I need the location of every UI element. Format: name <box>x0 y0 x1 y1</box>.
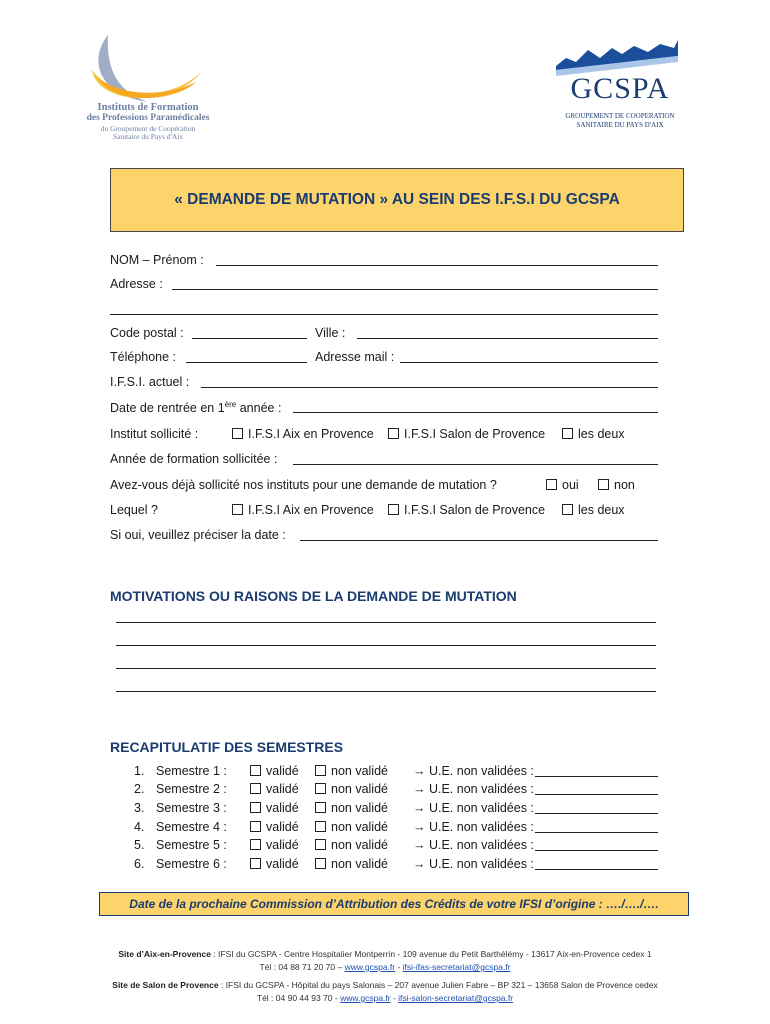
checkbox-icon[interactable] <box>598 479 609 490</box>
gcspa-subtitle-line1: GROUPEMENT DE COOPERATION <box>565 112 675 120</box>
telephone-field[interactable] <box>186 362 307 363</box>
institut-option-deux[interactable] <box>562 427 625 441</box>
institut-sollicite-label: Institut sollicité : <box>110 427 199 441</box>
checkbox-icon[interactable] <box>232 428 243 439</box>
footer-salon <box>60 979 710 1005</box>
lequel-option-salon[interactable] <box>388 503 545 517</box>
semestre-row-5 <box>134 838 227 852</box>
adresse-mail-label: Adresse mail : <box>315 350 395 364</box>
checkbox-icon[interactable] <box>546 479 557 490</box>
date-rentree-text: Date de rentrée en 1 <box>110 401 225 416</box>
deja-sollicite-non-label: non <box>614 478 635 492</box>
semestre-1-ue <box>413 764 534 778</box>
ifpp-logo <box>78 30 218 140</box>
footer-aix-text: : IFSI du GCSPA - Centre Hospitalier Montperrin - 109 avenue du Petit Barthélémy - 13617 Aix-en-Provence cedex 1 <box>210 949 652 959</box>
ifpp-name-line4: Sanitaire du Pays d'Aix <box>112 132 184 141</box>
date-rentree-sup: ère <box>224 400 237 409</box>
gcspa-mountain-icon <box>556 36 686 76</box>
lequel-option-deux-label: les deux <box>578 503 625 517</box>
checkbox-icon[interactable] <box>250 821 261 832</box>
ifsi-actuel-label: I.F.S.I. actuel : <box>110 375 190 389</box>
ue-label: → U.E. non validées : <box>413 838 534 852</box>
footer-salon-email-link[interactable]: ifsi-salon-secretariat@gcspa.fr <box>398 993 514 1003</box>
footer-salon-sep: - <box>390 993 399 1003</box>
commission-date-banner: Date de la prochaine Commission d’Attribution des Crédits de votre IFSI d’origine : …./…./…. <box>99 892 689 916</box>
semestre-label: Semestre 6 : <box>156 857 227 871</box>
checkbox-icon[interactable] <box>388 428 399 439</box>
semestre-1-valide[interactable] <box>250 764 299 778</box>
semestre-6-ue-field[interactable] <box>535 869 658 870</box>
footer-salon-website-link[interactable]: www.gcspa.fr <box>340 993 391 1003</box>
telephone-label: Téléphone : <box>110 350 177 364</box>
footer-salon-tel: Tél : 04 90 44 93 70 - <box>256 993 341 1003</box>
valide-label: validé <box>266 857 299 871</box>
checkbox-icon[interactable] <box>250 839 261 850</box>
non-valide-label: non validé <box>331 801 388 815</box>
institut-option-salon-label: I.F.S.I Salon de Provence <box>404 427 546 441</box>
semestre-label: Semestre 1 : <box>156 764 227 778</box>
valide-label: validé <box>266 820 299 834</box>
semestre-2-valide[interactable] <box>250 782 299 796</box>
lequel-option-aix-label: I.F.S.I Aix en Provence <box>248 503 374 517</box>
semestre-num: 4. <box>134 820 145 834</box>
semestre-3-ue-field[interactable] <box>535 813 658 814</box>
semestre-label: Semestre 2 : <box>156 782 227 796</box>
date-rentree-label <box>110 400 281 415</box>
code-postal-label: Code postal : <box>110 326 184 340</box>
gcspa-name: GCSPA <box>570 72 670 105</box>
semestre-row-6 <box>134 857 227 871</box>
checkbox-icon[interactable] <box>562 428 573 439</box>
deja-sollicite-oui-label: oui <box>562 478 579 492</box>
checkbox-icon[interactable] <box>315 821 326 832</box>
institut-option-aix-label: I.F.S.I Aix en Provence <box>248 427 374 441</box>
semestre-5-non-valide[interactable] <box>315 838 388 852</box>
deja-sollicite-label: Avez-vous déjà sollicité nos instituts pour une demande de mutation ? <box>110 478 497 492</box>
semestre-num: 3. <box>134 801 145 815</box>
motivations-line-1[interactable] <box>116 622 656 623</box>
adresse-field[interactable] <box>172 289 658 290</box>
non-valide-label: non validé <box>331 838 388 852</box>
semestre-2-non-valide[interactable] <box>315 782 388 796</box>
ue-label: → U.E. non validées : <box>413 820 534 834</box>
gcspa-logo <box>556 36 686 136</box>
ue-label: → U.E. non validées : <box>413 801 534 815</box>
semestre-1-ue-field[interactable] <box>535 776 658 777</box>
semestre-2-ue-field[interactable] <box>535 794 658 795</box>
semestre-num: 1. <box>134 764 145 778</box>
checkbox-icon[interactable] <box>250 802 261 813</box>
ue-label: → U.E. non validées : <box>413 782 534 796</box>
ifpp-name-line3: du Groupement de Coopération <box>100 124 196 133</box>
checkbox-icon[interactable] <box>388 504 399 515</box>
si-oui-label: Si oui, veuillez préciser la date : <box>110 528 286 542</box>
lequel-option-aix[interactable] <box>232 503 374 517</box>
motivations-line-3[interactable] <box>116 668 656 669</box>
semestre-label: Semestre 5 : <box>156 838 227 852</box>
lequel-option-deux[interactable] <box>562 503 625 517</box>
lequel-label: Lequel ? <box>110 503 158 517</box>
motivations-heading: MOTIVATIONS OU RAISONS DE LA DEMANDE DE MUTATION <box>110 588 517 604</box>
footer-aix-label: Site d’Aix-en-Provence <box>118 949 211 959</box>
annee-formation-field[interactable] <box>293 464 658 465</box>
footer-aix <box>60 948 710 974</box>
deja-sollicite-oui[interactable] <box>546 478 579 492</box>
semestre-3-ue <box>413 801 534 815</box>
semestre-5-ue-field[interactable] <box>535 850 658 851</box>
non-valide-label: non validé <box>331 782 388 796</box>
footer-aix-sep: - <box>395 962 403 972</box>
ville-field[interactable] <box>357 338 658 339</box>
ifpp-name-line1: Instituts de Formation <box>97 102 199 113</box>
semestre-4-ue <box>413 820 534 834</box>
lequel-option-salon-label: I.F.S.I Salon de Provence <box>404 503 546 517</box>
checkbox-icon[interactable] <box>562 504 573 515</box>
date-rentree-text-end: année : <box>236 401 282 416</box>
non-valide-label: non validé <box>331 820 388 834</box>
gcspa-subtitle-line2: SANITAIRE DU PAYS D'AIX <box>576 121 664 129</box>
semestre-6-valide[interactable] <box>250 857 299 871</box>
checkbox-icon[interactable] <box>315 765 326 776</box>
motivations-line-2[interactable] <box>116 645 656 646</box>
adresse-mail-field[interactable] <box>400 362 658 363</box>
footer-salon-text: : IFSI du GCSPA - Hôpital du pays Salonais – 207 avenue Julien Fabre – BP 321 – 13658 Salon de Provence cedex <box>218 980 658 990</box>
semestre-3-non-valide[interactable] <box>315 801 388 815</box>
annee-formation-label: Année de formation sollicitée : <box>110 452 278 466</box>
non-valide-label: non validé <box>331 857 388 871</box>
semestre-4-valide[interactable] <box>250 820 299 834</box>
ue-label: → U.E. non validées : <box>413 857 534 871</box>
institut-option-salon[interactable] <box>388 427 545 441</box>
semestre-1-non-valide[interactable] <box>315 764 388 778</box>
valide-label: validé <box>266 764 299 778</box>
semestre-4-ue-field[interactable] <box>535 832 658 833</box>
ville-label: Ville : <box>315 326 346 340</box>
semestre-num: 2. <box>134 782 145 796</box>
semestre-row-4 <box>134 820 227 834</box>
valide-label: validé <box>266 782 299 796</box>
code-postal-field[interactable] <box>192 338 307 339</box>
ifsi-actuel-field[interactable] <box>201 387 658 388</box>
nom-field[interactable] <box>216 265 658 266</box>
non-valide-label: non validé <box>331 764 388 778</box>
si-oui-date-field[interactable] <box>300 540 658 541</box>
date-rentree-field[interactable] <box>293 412 658 413</box>
deja-sollicite-non[interactable] <box>598 478 635 492</box>
semestre-row-2 <box>134 782 227 796</box>
checkbox-icon[interactable] <box>315 802 326 813</box>
recap-heading: RECAPITULATIF DES SEMESTRES <box>110 739 344 755</box>
nom-label: NOM – Prénom : <box>110 253 204 267</box>
institut-option-deux-label: les deux <box>578 427 625 441</box>
semestre-5-ue <box>413 838 534 852</box>
semestre-label: Semestre 3 : <box>156 801 227 815</box>
checkbox-icon[interactable] <box>315 858 326 869</box>
valide-label: validé <box>266 838 299 852</box>
footer-aix-website-link[interactable]: www.gcspa.fr <box>344 962 396 972</box>
semestre-row-1 <box>134 764 227 778</box>
footer-aix-email-link[interactable]: ifsi-ifas-secretariat@gcspa.fr <box>402 962 511 972</box>
checkbox-icon[interactable] <box>250 783 261 794</box>
semestre-2-ue <box>413 782 534 796</box>
checkbox-icon[interactable] <box>232 504 243 515</box>
checkbox-icon[interactable] <box>250 765 261 776</box>
institut-option-aix[interactable] <box>232 427 374 441</box>
semestre-6-ue <box>413 857 534 871</box>
semestre-row-3 <box>134 801 227 815</box>
semestre-5-valide[interactable] <box>250 838 299 852</box>
adresse-label: Adresse : <box>110 277 163 291</box>
footer-aix-tel: Tél : 04 88 71 20 70 – <box>259 962 345 972</box>
checkbox-icon[interactable] <box>315 839 326 850</box>
ifpp-swoosh-icon <box>78 30 218 110</box>
adresse-field-line2[interactable] <box>110 314 658 315</box>
semestre-3-valide[interactable] <box>250 801 299 815</box>
checkbox-icon[interactable] <box>250 858 261 869</box>
semestre-6-non-valide[interactable] <box>315 857 388 871</box>
semestre-num: 6. <box>134 857 145 871</box>
ifpp-name-line2: des Professions Paramédicales <box>86 113 210 123</box>
semestre-label: Semestre 4 : <box>156 820 227 834</box>
semestre-num: 5. <box>134 838 145 852</box>
semestre-4-non-valide[interactable] <box>315 820 388 834</box>
ue-label: → U.E. non validées : <box>413 764 534 778</box>
document-title: « DEMANDE DE MUTATION » AU SEIN DES I.F.S.I DU GCSPA <box>110 168 684 232</box>
motivations-line-4[interactable] <box>116 691 656 692</box>
checkbox-icon[interactable] <box>315 783 326 794</box>
footer-salon-label: Site de Salon de Provence <box>112 980 219 990</box>
valide-label: validé <box>266 801 299 815</box>
